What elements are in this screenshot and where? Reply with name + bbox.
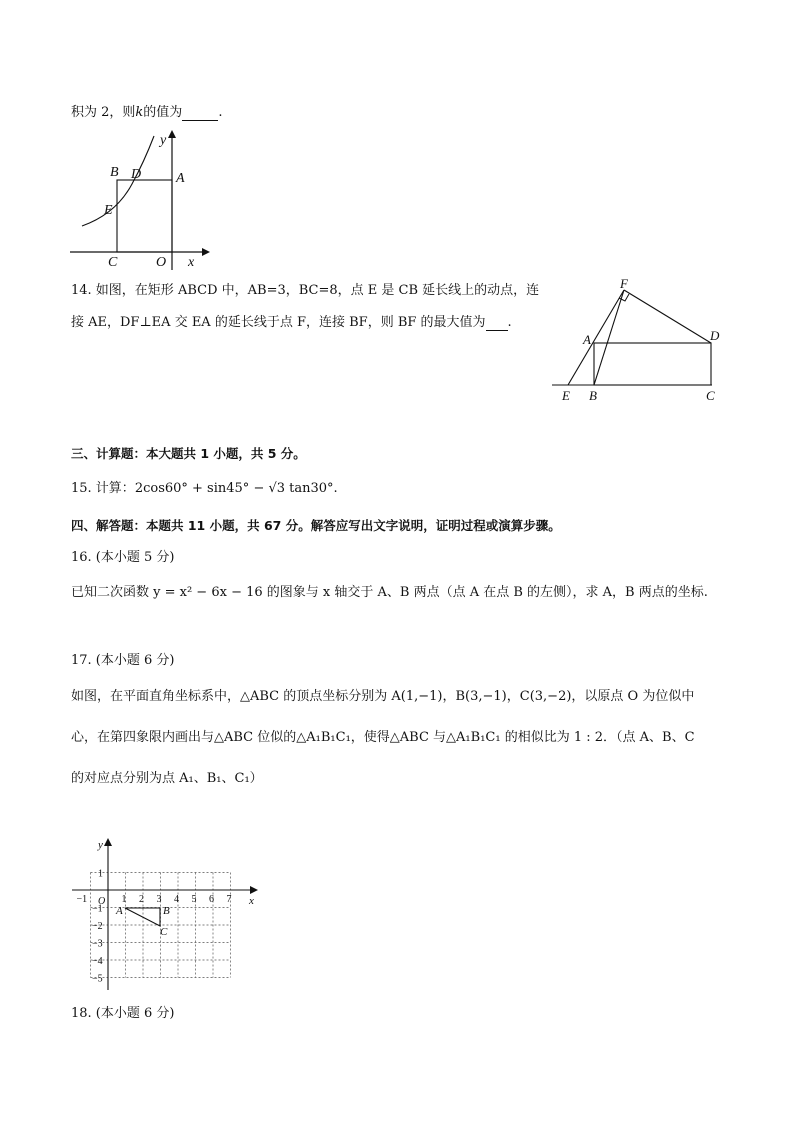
q13-end: .: [218, 105, 223, 120]
q13-label-E: E: [104, 203, 113, 218]
x-tick-label: 6: [209, 894, 214, 905]
q17-tick-labels: [77, 869, 232, 985]
x-tick-label: −1: [76, 894, 88, 905]
q17-grid-figure: [70, 836, 265, 992]
q13-k: k: [135, 105, 144, 120]
q13-text: 积为 2，则: [71, 105, 136, 120]
q13-label-C: C: [108, 255, 118, 270]
q13-answer-blank[interactable]: [182, 108, 218, 121]
q14-label-F: F: [620, 276, 628, 291]
x-tick-label: 3: [156, 894, 162, 905]
x-tick-label: 1: [121, 894, 127, 905]
q14-line2: [71, 315, 512, 331]
q15-prefix: 15. 计算：: [71, 481, 135, 496]
q15-expression: 2cos60° + sin45° − √3 tan30°: [134, 481, 334, 496]
x-tick-label: 7: [226, 894, 232, 905]
y-tick-label: 1: [98, 868, 103, 880]
q17-label-x: x: [249, 895, 254, 907]
x-tick-label: 2: [139, 894, 144, 905]
q17-head: 17. (本小题 6 分): [71, 653, 175, 668]
q14-figure: [548, 276, 728, 404]
q13-figure: [70, 128, 210, 270]
q14-line2-end: .: [507, 315, 512, 330]
q13-label-D: D: [131, 167, 142, 182]
q18-head: 18. (本小题 6 分): [71, 1006, 175, 1021]
q17-label-B: B: [163, 905, 170, 917]
q13-label-B: B: [110, 165, 119, 180]
q16-head: 16. (本小题 5 分): [71, 550, 175, 565]
q13-label-A: A: [176, 171, 185, 186]
y-tick-label: −1: [92, 903, 103, 915]
q13-label-y: y: [160, 133, 167, 148]
q15-end: .: [333, 481, 338, 496]
y-tick-label: −3: [92, 938, 103, 950]
q13-label-O: O: [156, 255, 167, 270]
q17-line2: 心，在第四象限内画出与△ABC 位似的△A₁B₁C₁，使得△ABC 与△A₁B₁C₁ 的相似比为 1 : 2．（点 A、B、C: [71, 730, 695, 745]
q14-line1: 14. 如图，在矩形 ABCD 中，AB=3，BC=8，点 E 是 CB 延长线上的动点，连: [71, 283, 540, 298]
q14-label-B: B: [589, 388, 597, 403]
q14-answer-blank[interactable]: [486, 318, 508, 331]
q14-label-A: A: [583, 332, 591, 347]
q13-tail-line: [71, 105, 222, 121]
q16-body: 已知二次函数 y = x² − 6x − 16 的图象与 x 轴交于 A、B 两点（点 A 在点 B 的左侧），求 A，B 两点的坐标.: [71, 585, 708, 600]
q13-text2: 的值为: [143, 105, 183, 120]
q14-label-D: D: [710, 328, 720, 343]
x-tick-label: 5: [191, 894, 197, 905]
x-tick-label: 4: [174, 894, 179, 905]
y-tick-label: −5: [92, 973, 103, 985]
q14-label-C: C: [706, 388, 715, 403]
q17-label-C: C: [160, 926, 168, 938]
q17-label-A: A: [116, 905, 123, 917]
q17-line1: 如图，在平面直角坐标系中，△ABC 的顶点坐标分别为 A(1,−1)，B(3,−1)，C(3,−2)，以原点 O 为位似中: [71, 689, 695, 704]
q13-label-x: x: [188, 255, 195, 270]
q17-line3: 的对应点分别为点 A₁、B₁、C₁）: [71, 771, 263, 786]
y-tick-label: −2: [92, 921, 103, 932]
q17-label-O: O: [98, 896, 106, 907]
section3-title: 三、计算题：本大题共 1 小题，共 5 分。: [71, 446, 306, 461]
q17-label-y: y: [98, 839, 103, 851]
section4-title: 四、解答题：本题共 11 小题，共 67 分。解答应写出文字说明，证明过程或演算步骤。: [71, 518, 561, 533]
y-tick-label: −4: [92, 956, 103, 967]
q15-line: [71, 481, 338, 497]
q14-label-E: E: [562, 388, 570, 403]
q14-line2-text: 接 AE，DF⊥EA 交 EA 的延长线于点 F，连接 BF，则 BF 的最大值为: [71, 315, 486, 330]
